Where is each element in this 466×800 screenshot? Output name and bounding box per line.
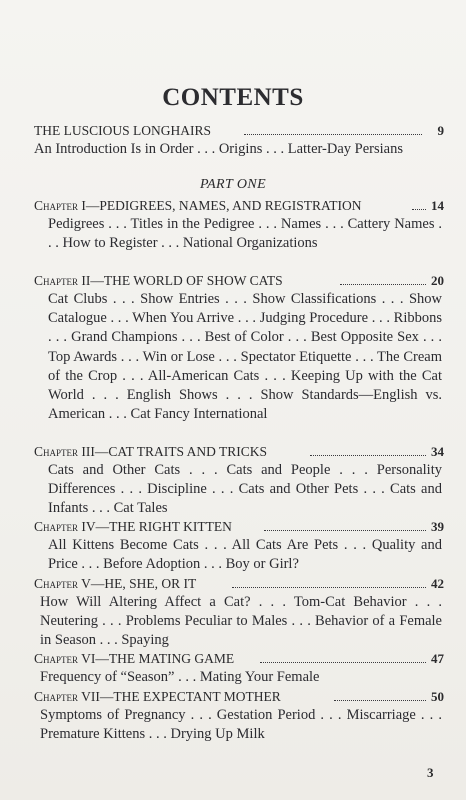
chapter-label: Chapter V — [34, 576, 91, 591]
toc-entry-chapter-3 — [34, 442, 444, 462]
toc-entry-chapter-5 — [34, 574, 444, 594]
dot-leader — [244, 134, 422, 135]
entry-page-number: 14 — [431, 198, 444, 213]
page-title: CONTENTS — [162, 84, 304, 111]
chapter-title: —HE, SHE, OR IT — [90, 576, 197, 591]
chapter-label: Chapter IV — [34, 519, 96, 534]
entry-description: Pedigrees . . . Titles in the Pedigree . . . Names . . . Cattery Names . . . How to Register . . . National Organizations — [48, 216, 442, 252]
entry-description: How Will Altering Affect a Cat? . . . Tom-Cat Behavior . . . Neutering . . . Problems Peculiar to Males . . . Behavior of a Female in Season . . . Spaying — [40, 594, 442, 649]
entry-description: An Introduction Is in Order . . . Origins . . . Latter-Day Persians — [34, 141, 403, 157]
dot-leader — [232, 587, 426, 588]
entry-description: Cat Clubs . . . Show Entries . . . Show Classifications . . . Show Catalogue . . . When You Arrive . . . Judging Procedure . . . Ribbons . . . Grand Champions . . . Best of Color . . . Best Opposite Sex . . . Top Awards . . . Win or Lose . . . Spectator Etiquette . . . The Cream of the Crop . . . All-American Cats . . . Keeping Up with the Cat World . . . English Shows . . . Show Standards—English vs. American . . . Cat Fancy International — [48, 291, 442, 423]
dot-leader — [264, 530, 426, 531]
entry-description: All Kittens Become Cats . . . All Cats Are Pets . . . Quality and Price . . . Before Adoption . . . Boy or Girl? — [48, 537, 442, 573]
chapter-title: —CAT TRAITS AND TRICKS — [94, 444, 268, 459]
dot-leader — [310, 455, 426, 456]
dot-leader — [412, 209, 426, 210]
chapter-title: —THE EXPECTANT MOTHER — [99, 689, 281, 704]
chapter-title: —PEDIGREES, NAMES, AND REGISTRATION — [85, 198, 362, 213]
toc-entry-chapter-4 — [34, 517, 444, 537]
chapter-title: —THE WORLD OF SHOW CATS — [90, 273, 283, 288]
entry-description: Frequency of “Season” . . . Mating Your Female — [40, 669, 320, 685]
part-heading: PART ONE — [199, 177, 267, 192]
toc-entry-chapter-1 — [34, 196, 444, 216]
entry-page-number: 20 — [431, 273, 444, 288]
entry-title: THE LUSCIOUS LONGHAIRS — [34, 123, 212, 138]
chapter-label: Chapter VII — [34, 689, 100, 704]
chapter-title: —THE MATING GAME — [95, 651, 235, 666]
toc-entry-intro — [34, 121, 444, 141]
chapter-label: Chapter III — [34, 444, 95, 459]
toc-entry-chapter-7 — [34, 687, 444, 707]
entry-page-number: 47 — [431, 651, 444, 666]
entry-page-number: 34 — [431, 444, 444, 459]
entry-description: Cats and Other Cats . . . Cats and People . . . Personality Differences . . . Discipline . . . Cats and Other Pets . . . Cats and Infants . . . Cat Tales — [48, 462, 442, 517]
page-number: 3 — [427, 765, 434, 780]
chapter-label: Chapter II — [34, 273, 91, 288]
entry-page-number: 39 — [431, 519, 444, 534]
chapter-title: —THE RIGHT KITTEN — [95, 519, 232, 534]
toc-entry-chapter-6 — [34, 649, 444, 669]
dot-leader — [340, 284, 426, 285]
dot-leader — [334, 700, 426, 701]
entry-page-number: 50 — [431, 689, 444, 704]
chapter-label: Chapter I — [34, 198, 86, 213]
entry-page-number: 42 — [431, 576, 444, 591]
dot-leader — [260, 662, 426, 663]
chapter-label: Chapter VI — [34, 651, 96, 666]
entry-page-number: 9 — [437, 123, 444, 138]
toc-entry-chapter-2 — [34, 271, 444, 291]
entry-description: Symptoms of Pregnancy . . . Gestation Period . . . Miscarriage . . . Premature Kittens . . . Drying Up Milk — [40, 707, 442, 743]
